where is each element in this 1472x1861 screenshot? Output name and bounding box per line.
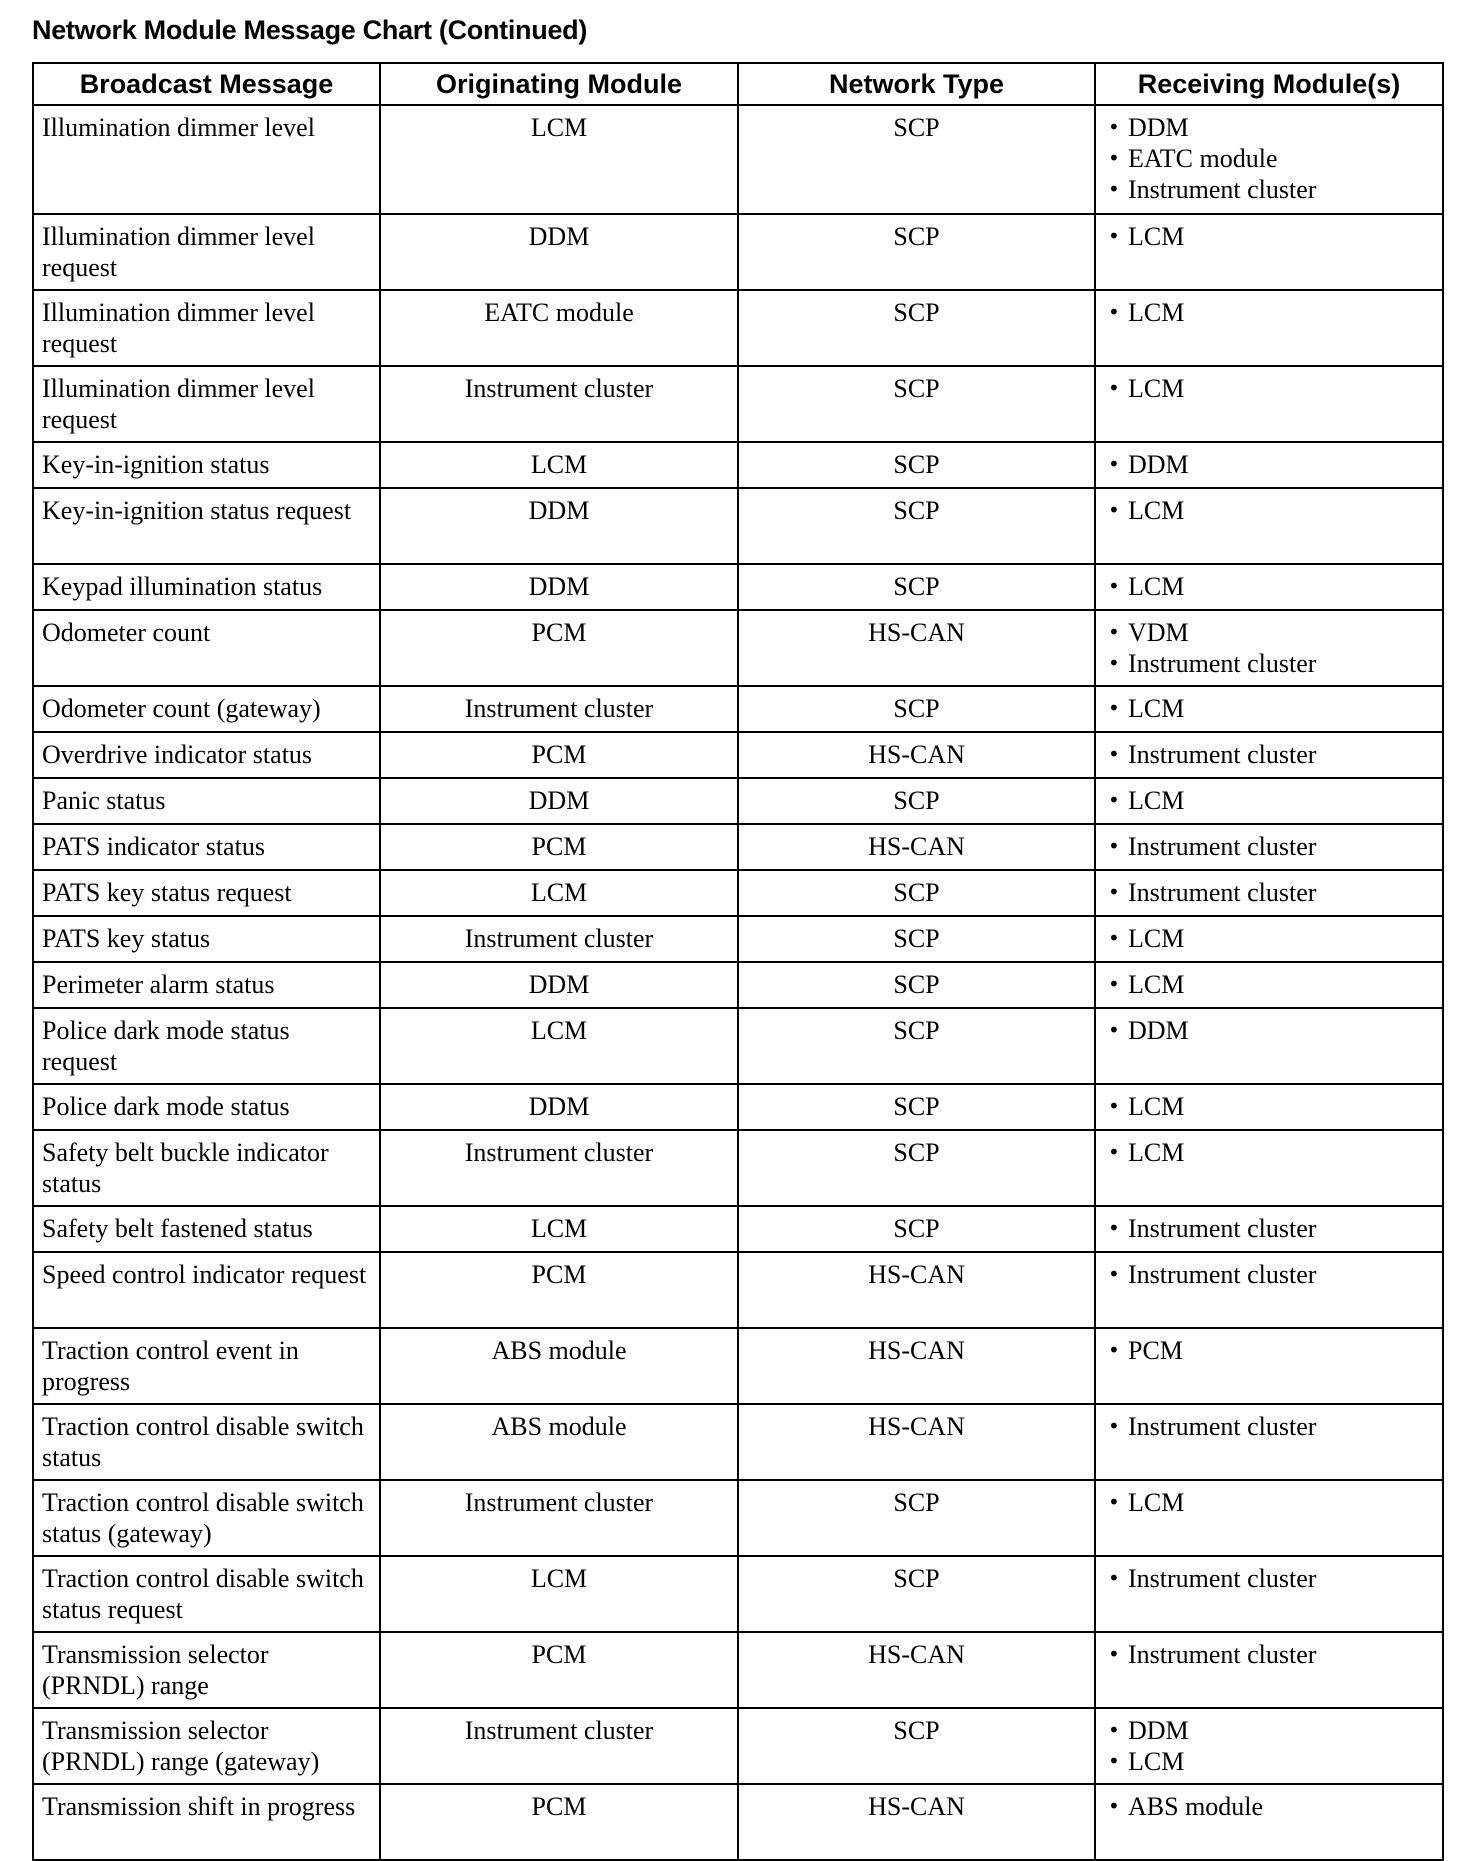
cell-originating-module: Instrument cluster <box>380 916 738 962</box>
receiving-module-item: • LCM <box>1104 785 1434 816</box>
receiving-module-list <box>1104 1259 1434 1290</box>
cell-broadcast-message: Transmission selector (PRNDL) range <box>33 1632 380 1708</box>
cell-originating-module: ABS module <box>380 1328 738 1404</box>
cell-network-type: HS-CAN <box>738 824 1095 870</box>
cell-network-type: SCP <box>738 442 1095 488</box>
cell-receiving-modules <box>1095 1708 1443 1784</box>
table-row <box>33 564 1443 610</box>
receiving-module-item: • LCM <box>1104 1091 1434 1122</box>
cell-originating-module: PCM <box>380 1784 738 1860</box>
table-row <box>33 1130 1443 1206</box>
table-row <box>33 1784 1443 1860</box>
cell-broadcast-message: Safety belt buckle indicator status <box>33 1130 380 1206</box>
cell-receiving-modules <box>1095 732 1443 778</box>
cell-receiving-modules <box>1095 1556 1443 1632</box>
table-row <box>33 1328 1443 1404</box>
cell-originating-module: EATC module <box>380 290 738 366</box>
cell-broadcast-message: Key-in-ignition status request <box>33 488 380 564</box>
cell-receiving-modules <box>1095 1404 1443 1480</box>
receiving-module-list <box>1104 112 1434 205</box>
receiving-module-list <box>1104 831 1434 862</box>
cell-broadcast-message: Transmission shift in progress <box>33 1784 380 1860</box>
cell-originating-module: DDM <box>380 1084 738 1130</box>
cell-originating-module: DDM <box>380 488 738 564</box>
cell-receiving-modules <box>1095 686 1443 732</box>
cell-originating-module: DDM <box>380 962 738 1008</box>
cell-network-type: HS-CAN <box>738 732 1095 778</box>
table-row <box>33 1708 1443 1784</box>
receiving-module-list <box>1104 1091 1434 1122</box>
document-page <box>32 12 1442 1861</box>
cell-network-type: SCP <box>738 1206 1095 1252</box>
receiving-module-list <box>1104 923 1434 954</box>
cell-network-type: SCP <box>738 488 1095 564</box>
table-row <box>33 1404 1443 1480</box>
cell-network-type: SCP <box>738 870 1095 916</box>
cell-receiving-modules <box>1095 488 1443 564</box>
table-row <box>33 105 1443 214</box>
receiving-module-item: • LCM <box>1104 1746 1434 1777</box>
receiving-module-item: • DDM <box>1104 1015 1434 1046</box>
cell-receiving-modules <box>1095 290 1443 366</box>
message-table <box>32 62 1444 1861</box>
cell-originating-module: PCM <box>380 1252 738 1328</box>
cell-broadcast-message: Traction control disable switch status request <box>33 1556 380 1632</box>
cell-originating-module: DDM <box>380 214 738 290</box>
column-header-originating-module: Originating Module <box>380 63 738 105</box>
receiving-module-item: • Instrument cluster <box>1104 1259 1434 1290</box>
cell-broadcast-message: Illumination dimmer level request <box>33 290 380 366</box>
chart-title: Network Module Message Chart (Continued) <box>32 15 588 45</box>
receiving-module-item: • LCM <box>1104 969 1434 1000</box>
receiving-module-item: • LCM <box>1104 693 1434 724</box>
cell-originating-module: LCM <box>380 105 738 214</box>
cell-network-type: SCP <box>738 1708 1095 1784</box>
receiving-module-list <box>1104 877 1434 908</box>
receiving-module-list <box>1104 1015 1434 1046</box>
receiving-module-list <box>1104 1563 1434 1594</box>
cell-broadcast-message: Illumination dimmer level request <box>33 366 380 442</box>
receiving-module-list <box>1104 1487 1434 1518</box>
cell-originating-module: PCM <box>380 824 738 870</box>
receiving-module-list <box>1104 221 1434 252</box>
cell-originating-module: LCM <box>380 442 738 488</box>
receiving-module-item: • Instrument cluster <box>1104 1563 1434 1594</box>
receiving-module-item: • DDM <box>1104 1715 1434 1746</box>
receiving-module-list <box>1104 373 1434 404</box>
receiving-module-item: • Instrument cluster <box>1104 1639 1434 1670</box>
cell-receiving-modules <box>1095 1328 1443 1404</box>
table-row <box>33 916 1443 962</box>
receiving-module-list <box>1104 739 1434 770</box>
cell-originating-module: LCM <box>380 870 738 916</box>
cell-broadcast-message: PATS key status request <box>33 870 380 916</box>
cell-network-type: SCP <box>738 214 1095 290</box>
receiving-module-item: • LCM <box>1104 221 1434 252</box>
receiving-module-item: • LCM <box>1104 923 1434 954</box>
cell-network-type: HS-CAN <box>738 1328 1095 1404</box>
table-row <box>33 1556 1443 1632</box>
table-row <box>33 870 1443 916</box>
cell-originating-module: LCM <box>380 1556 738 1632</box>
receiving-module-list <box>1104 1335 1434 1366</box>
cell-receiving-modules <box>1095 870 1443 916</box>
table-row <box>33 1008 1443 1084</box>
receiving-module-list <box>1104 1411 1434 1442</box>
cell-originating-module: DDM <box>380 564 738 610</box>
cell-network-type: SCP <box>738 962 1095 1008</box>
table-row <box>33 488 1443 564</box>
cell-receiving-modules <box>1095 1130 1443 1206</box>
cell-receiving-modules <box>1095 1008 1443 1084</box>
receiving-module-item: • PCM <box>1104 1335 1434 1366</box>
receiving-module-list <box>1104 617 1434 679</box>
cell-receiving-modules <box>1095 442 1443 488</box>
column-header-broadcast-message: Broadcast Message <box>33 63 380 105</box>
receiving-module-item: • Instrument cluster <box>1104 1411 1434 1442</box>
cell-network-type: HS-CAN <box>738 1632 1095 1708</box>
cell-network-type: SCP <box>738 1130 1095 1206</box>
receiving-module-item: • LCM <box>1104 1487 1434 1518</box>
cell-originating-module: PCM <box>380 732 738 778</box>
cell-originating-module: Instrument cluster <box>380 1130 738 1206</box>
receiving-module-list <box>1104 571 1434 602</box>
cell-broadcast-message: Odometer count <box>33 610 380 686</box>
receiving-module-item: • Instrument cluster <box>1104 1213 1434 1244</box>
cell-broadcast-message: Illumination dimmer level request <box>33 214 380 290</box>
receiving-module-item: • EATC module <box>1104 143 1434 174</box>
receiving-module-item: • ABS module <box>1104 1791 1434 1822</box>
cell-originating-module: Instrument cluster <box>380 1708 738 1784</box>
receiving-module-item: • Instrument cluster <box>1104 648 1434 679</box>
table-row <box>33 610 1443 686</box>
cell-broadcast-message: Illumination dimmer level <box>33 105 380 214</box>
receiving-module-item: • Instrument cluster <box>1104 174 1434 205</box>
header-row <box>33 63 1443 105</box>
receiving-module-item: • Instrument cluster <box>1104 877 1434 908</box>
cell-broadcast-message: Safety belt fastened status <box>33 1206 380 1252</box>
cell-network-type: SCP <box>738 778 1095 824</box>
cell-broadcast-message: Keypad illumination status <box>33 564 380 610</box>
cell-receiving-modules <box>1095 610 1443 686</box>
cell-receiving-modules <box>1095 564 1443 610</box>
cell-receiving-modules <box>1095 962 1443 1008</box>
column-header-receiving-modules: Receiving Module(s) <box>1095 63 1443 105</box>
cell-originating-module: DDM <box>380 778 738 824</box>
cell-network-type: SCP <box>738 290 1095 366</box>
cell-receiving-modules <box>1095 1480 1443 1556</box>
receiving-module-item: • LCM <box>1104 297 1434 328</box>
receiving-module-list <box>1104 693 1434 724</box>
receiving-module-list <box>1104 297 1434 328</box>
table-row <box>33 778 1443 824</box>
table-row <box>33 732 1443 778</box>
cell-originating-module: LCM <box>380 1008 738 1084</box>
cell-network-type: HS-CAN <box>738 1252 1095 1328</box>
cell-receiving-modules <box>1095 105 1443 214</box>
receiving-module-item: • LCM <box>1104 495 1434 526</box>
cell-receiving-modules <box>1095 824 1443 870</box>
cell-broadcast-message: Odometer count (gateway) <box>33 686 380 732</box>
cell-broadcast-message: Panic status <box>33 778 380 824</box>
receiving-module-item: • Instrument cluster <box>1104 831 1434 862</box>
receiving-module-item: • DDM <box>1104 449 1434 480</box>
cell-network-type: SCP <box>738 1008 1095 1084</box>
cell-originating-module: Instrument cluster <box>380 1480 738 1556</box>
cell-receiving-modules <box>1095 366 1443 442</box>
cell-receiving-modules <box>1095 1206 1443 1252</box>
table-row <box>33 962 1443 1008</box>
column-header-network-type: Network Type <box>738 63 1095 105</box>
receiving-module-item: • LCM <box>1104 373 1434 404</box>
cell-network-type: HS-CAN <box>738 1784 1095 1860</box>
receiving-module-list <box>1104 495 1434 526</box>
cell-receiving-modules <box>1095 916 1443 962</box>
cell-network-type: SCP <box>738 105 1095 214</box>
cell-receiving-modules <box>1095 1784 1443 1860</box>
cell-broadcast-message: PATS key status <box>33 916 380 962</box>
table-row <box>33 824 1443 870</box>
receiving-module-list <box>1104 1213 1434 1244</box>
cell-originating-module: ABS module <box>380 1404 738 1480</box>
cell-network-type: SCP <box>738 1480 1095 1556</box>
receiving-module-list <box>1104 1639 1434 1670</box>
table-row <box>33 1084 1443 1130</box>
cell-broadcast-message: Traction control disable switch status (gateway) <box>33 1480 380 1556</box>
cell-network-type: SCP <box>738 564 1095 610</box>
cell-network-type: SCP <box>738 686 1095 732</box>
cell-broadcast-message: PATS indicator status <box>33 824 380 870</box>
cell-originating-module: Instrument cluster <box>380 366 738 442</box>
table-row <box>33 1252 1443 1328</box>
cell-receiving-modules <box>1095 1252 1443 1328</box>
cell-receiving-modules <box>1095 1084 1443 1130</box>
table-row <box>33 442 1443 488</box>
receiving-module-item: • VDM <box>1104 617 1434 648</box>
table-body <box>33 105 1443 1860</box>
cell-network-type: SCP <box>738 366 1095 442</box>
cell-receiving-modules <box>1095 778 1443 824</box>
cell-network-type: SCP <box>738 1084 1095 1130</box>
table-row <box>33 1206 1443 1252</box>
table-row <box>33 686 1443 732</box>
receiving-module-list <box>1104 969 1434 1000</box>
receiving-module-list <box>1104 785 1434 816</box>
receiving-module-item: • LCM <box>1104 1137 1434 1168</box>
cell-network-type: SCP <box>738 916 1095 962</box>
cell-broadcast-message: Overdrive indicator status <box>33 732 380 778</box>
cell-originating-module: LCM <box>380 1206 738 1252</box>
cell-receiving-modules <box>1095 214 1443 290</box>
cell-broadcast-message: Police dark mode status <box>33 1084 380 1130</box>
cell-broadcast-message: Traction control disable switch status <box>33 1404 380 1480</box>
receiving-module-list <box>1104 1715 1434 1777</box>
cell-broadcast-message: Speed control indicator request <box>33 1252 380 1328</box>
cell-network-type: HS-CAN <box>738 610 1095 686</box>
receiving-module-item: • DDM <box>1104 112 1434 143</box>
cell-broadcast-message: Traction control event in progress <box>33 1328 380 1404</box>
table-row <box>33 214 1443 290</box>
receiving-module-item: • LCM <box>1104 571 1434 602</box>
cell-network-type: HS-CAN <box>738 1404 1095 1480</box>
receiving-module-list <box>1104 1137 1434 1168</box>
cell-originating-module: PCM <box>380 610 738 686</box>
cell-broadcast-message: Perimeter alarm status <box>33 962 380 1008</box>
receiving-module-list <box>1104 449 1434 480</box>
cell-broadcast-message: Transmission selector (PRNDL) range (gateway) <box>33 1708 380 1784</box>
cell-broadcast-message: Key-in-ignition status <box>33 442 380 488</box>
table-row <box>33 366 1443 442</box>
table-row <box>33 1480 1443 1556</box>
receiving-module-list <box>1104 1791 1434 1822</box>
table-row <box>33 1632 1443 1708</box>
cell-originating-module: PCM <box>380 1632 738 1708</box>
cell-originating-module: Instrument cluster <box>380 686 738 732</box>
receiving-module-item: • Instrument cluster <box>1104 739 1434 770</box>
cell-receiving-modules <box>1095 1632 1443 1708</box>
table-row <box>33 290 1443 366</box>
cell-network-type: SCP <box>738 1556 1095 1632</box>
cell-broadcast-message: Police dark mode status request <box>33 1008 380 1084</box>
